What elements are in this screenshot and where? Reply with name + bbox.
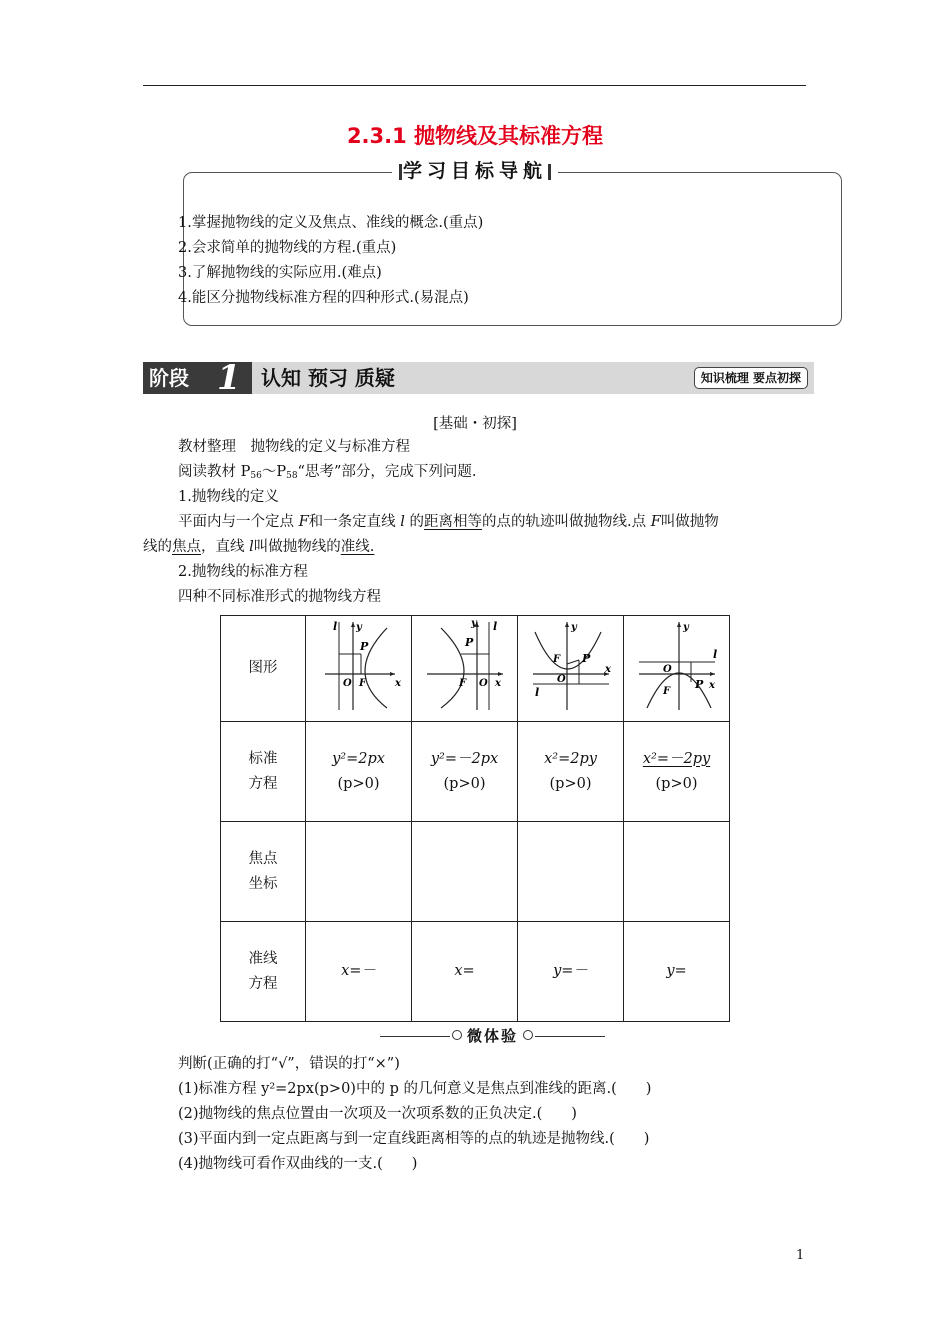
svg-text:O: O xyxy=(556,674,566,685)
micro-item: (1)标准方程 y²=2px(p>0)中的 p 的几何意义是焦点到准线的距离.( ) xyxy=(178,1081,652,1097)
svg-text:y: y xyxy=(355,622,362,633)
graph-left-opening xyxy=(412,616,518,722)
micro-item: (4)抛物线可看作双曲线的一支.( ) xyxy=(178,1156,418,1172)
directrix-cell: y=－ xyxy=(518,922,624,1022)
goal-item: 3.了解抛物线的实际应用.(难点) xyxy=(178,265,382,281)
focus-cell xyxy=(518,822,624,922)
goal-item: 1.掌握抛物线的定义及焦点、准线的概念.(重点) xyxy=(178,215,484,231)
svg-text:P: P xyxy=(694,678,703,691)
goals-list xyxy=(178,211,483,311)
svg-text:P: P xyxy=(581,652,590,665)
row-label: 图形 xyxy=(221,616,306,722)
graph-right-opening xyxy=(306,616,412,722)
svg-text:F: F xyxy=(358,678,366,689)
equation-cell: x²=－2py (p>0) xyxy=(624,722,730,822)
stage-banner xyxy=(143,358,814,398)
stage-label: 阶段 xyxy=(143,362,252,394)
focus-cell xyxy=(624,822,730,922)
svg-text:P: P xyxy=(464,636,473,649)
row-label: 焦点 坐标 xyxy=(221,822,306,922)
micro-instruction: 判断(正确的打“√”，错误的打“×”) xyxy=(178,1056,400,1072)
stage-number: 1 xyxy=(217,358,241,398)
stage-tag: 知识梳理 要点初探 xyxy=(694,367,808,389)
micro-heading: 微体验 xyxy=(380,1025,605,1046)
svg-text:F: F xyxy=(662,686,670,697)
svg-text:O: O xyxy=(342,678,352,689)
equation-cell: y²=2px (p>0) xyxy=(306,722,412,822)
parabola-table xyxy=(220,615,730,1022)
goals-heading: 学习目标导航 xyxy=(0,156,950,183)
svg-text:l: l xyxy=(712,648,717,661)
definition-line-1: 平面内与一个定点 F和一条定直线 l 的距离相等的点的轨迹叫做抛物线.点 F叫做抛物 xyxy=(178,514,719,530)
table-row xyxy=(221,822,730,922)
blank-focus: 焦点 xyxy=(172,539,201,555)
page-title: 2.3.1 抛物线及其标准方程 xyxy=(346,124,604,148)
definition-line-2: 线的焦点，直线 l叫做抛物线的准线. xyxy=(143,539,375,555)
blank-distance: 距离相等 xyxy=(424,514,483,530)
graph-up-opening xyxy=(518,616,624,722)
svg-text:y: y xyxy=(570,622,577,633)
blank-directrix: 准线. xyxy=(340,539,375,555)
focus-cell xyxy=(412,822,518,922)
equation-cell: x²=2py (p>0) xyxy=(518,722,624,822)
micro-item: (3)平面内到一定点距离与到一定直线距离相等的点的轨迹是抛物线.( ) xyxy=(178,1131,650,1147)
stage-title: 认知 预习 质疑 xyxy=(261,366,395,390)
table-row xyxy=(221,616,730,722)
goal-item: 4.能区分抛物线标准方程的四种形式.(易混点) xyxy=(178,290,469,306)
svg-text:O: O xyxy=(662,664,672,675)
standard-heading: 2.抛物线的标准方程 xyxy=(178,564,308,580)
graph-down-opening xyxy=(624,616,730,722)
reading-instruction: 阅读教材 $P_{56}\sim P_{58}“$思考”部分，完成下列问题. xyxy=(178,464,477,481)
section-label: [基础・初探] xyxy=(433,416,517,432)
svg-text:O: O xyxy=(478,678,488,689)
equation-cell: y²=－2px (p>0) xyxy=(412,722,518,822)
svg-text:x: x xyxy=(708,680,715,691)
row-label: 准线 方程 xyxy=(221,922,306,1022)
page-number: 1 xyxy=(796,1248,805,1263)
textbook-heading: 教材整理 抛物线的定义与标准方程 xyxy=(178,439,410,455)
svg-text:l: l xyxy=(534,686,539,699)
svg-text:F: F xyxy=(552,654,560,665)
definition-heading: 1.抛物线的定义 xyxy=(178,489,279,505)
directrix-cell: y= xyxy=(624,922,730,1022)
table-row xyxy=(221,722,730,822)
micro-item: (2)抛物线的焦点位置由一次项及一次项系数的正负决定.( ) xyxy=(178,1106,577,1122)
svg-text:F: F xyxy=(458,678,466,689)
goal-item: 2.会求简单的抛物线的方程.(重点) xyxy=(178,240,397,256)
svg-text:x: x xyxy=(494,678,501,689)
svg-text:l: l xyxy=(332,620,337,633)
svg-text:y: y xyxy=(470,618,477,629)
directrix-cell: x=－ xyxy=(306,922,412,1022)
svg-text:y: y xyxy=(682,622,689,633)
row-label: 标准 方程 xyxy=(221,722,306,822)
svg-text:P: P xyxy=(359,640,368,653)
directrix-cell: x= xyxy=(412,922,518,1022)
top-rule xyxy=(143,85,806,86)
focus-cell xyxy=(306,822,412,922)
standard-subheading: 四种不同标准形式的抛物线方程 xyxy=(178,589,381,605)
table-row xyxy=(221,922,730,1022)
svg-text:x: x xyxy=(394,678,401,689)
svg-text:x: x xyxy=(604,664,611,675)
svg-text:l: l xyxy=(492,620,497,633)
